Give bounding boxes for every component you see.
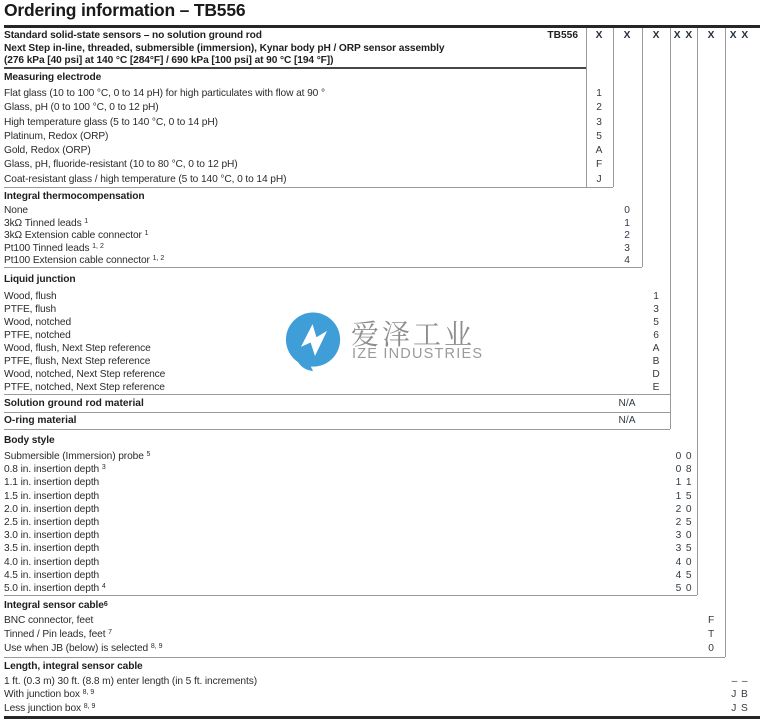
row-label: Tinned / Pin leads, feet $^7$ bbox=[4, 628, 113, 640]
row-code: 2 bbox=[624, 230, 630, 241]
row-label: 3.5 in. insertion depth bbox=[4, 543, 100, 555]
section-header: Body style bbox=[4, 434, 55, 446]
row-code: F bbox=[595, 159, 603, 171]
row-code: 2 5 bbox=[675, 516, 692, 528]
row-code: J bbox=[596, 173, 602, 185]
table-row bbox=[4, 381, 756, 394]
watermark-latin-text: IZE INDUSTRIES bbox=[352, 346, 484, 362]
row-code: 4 0 bbox=[675, 556, 692, 568]
row-label: Wood, notched, Next Step reference bbox=[4, 369, 166, 380]
row-label: 3kΩ Tinned leads $^1$ bbox=[4, 217, 89, 229]
code-placeholder-6: X X bbox=[729, 30, 749, 41]
section-header: Integral thermocompensation bbox=[4, 191, 145, 202]
row-code: 4 bbox=[624, 255, 630, 266]
row-code: 3 0 bbox=[675, 530, 692, 542]
table-row bbox=[4, 490, 756, 503]
table-row bbox=[4, 503, 756, 516]
table-section bbox=[4, 268, 756, 394]
table-row bbox=[4, 582, 756, 595]
table-row bbox=[4, 368, 756, 381]
row-code: 0 8 bbox=[675, 464, 692, 476]
row-label: Use when JB (below) is selected $^{8, 9}$ bbox=[4, 642, 163, 654]
row-code: J S bbox=[731, 702, 748, 714]
section-header: Measuring electrode bbox=[4, 72, 102, 83]
section-header: Liquid junction bbox=[4, 273, 76, 285]
code-placeholder-4: X X bbox=[673, 30, 693, 41]
row-code: J B bbox=[731, 689, 748, 701]
table-row bbox=[4, 303, 756, 316]
row-code: T bbox=[707, 628, 715, 640]
row-label: Glass, pH (0 to 100 °C, 0 to 12 pH) bbox=[4, 102, 159, 114]
row-code: 0 bbox=[708, 642, 714, 654]
code-placeholder-2: X bbox=[623, 30, 631, 41]
desc-line-3: (276 kPa [40 psi] at 140 °C [284°F] / 690 kPa [100 psi] at 90 °C [194 °F]) bbox=[4, 55, 334, 67]
table-row bbox=[4, 642, 756, 656]
table-row bbox=[4, 255, 756, 268]
desc-line-1: Standard solid-state sensors – no solution ground rod bbox=[4, 30, 262, 41]
row-label: Pt100 Tinned leads $^{1, 2}$ bbox=[4, 242, 104, 254]
desc-line-2: Next Step in-line, threaded, submersible (immersion), Kynar body pH / ORP sensor assembly bbox=[4, 42, 445, 54]
section-header: Length, integral sensor cable bbox=[4, 661, 143, 672]
row-code: 3 5 bbox=[675, 543, 692, 555]
row-label: O-ring material bbox=[4, 415, 77, 426]
row-label: 3kΩ Extension cable connector $^1$ bbox=[4, 230, 149, 241]
row-code: 1 bbox=[596, 88, 602, 99]
table-row bbox=[4, 413, 756, 429]
row-label: PTFE, flush, Next Step reference bbox=[4, 356, 151, 367]
row-code: 6 bbox=[653, 330, 659, 341]
row-code: E bbox=[652, 382, 660, 393]
row-code: 3 bbox=[653, 304, 659, 315]
row-label: 2.0 in. insertion depth bbox=[4, 503, 100, 515]
row-code: 0 bbox=[624, 205, 630, 216]
row-label: High temperature glass (5 to 140 °C, 0 to 14 pH) bbox=[4, 116, 218, 128]
row-code: 3 bbox=[624, 242, 630, 254]
row-label: Gold, Redox (ORP) bbox=[4, 145, 91, 157]
row-label: 3.0 in. insertion depth bbox=[4, 530, 100, 542]
row-label: Wood, flush bbox=[4, 291, 57, 302]
row-code: 2 0 bbox=[675, 503, 692, 515]
table-row bbox=[4, 476, 756, 489]
table-section bbox=[4, 395, 756, 412]
section-header: Integral sensor cable 6 bbox=[4, 599, 108, 611]
row-label: Submersible (Immersion) probe $^5$ bbox=[4, 451, 151, 462]
row-code: 5 bbox=[653, 317, 659, 328]
table-section bbox=[4, 188, 756, 268]
row-label: Wood, flush, Next Step reference bbox=[4, 343, 151, 354]
row-label: Coat-resistant glass / high temperature (5 to 140 °C, 0 to 14 pH) bbox=[4, 173, 287, 185]
row-code: N/A bbox=[618, 415, 636, 426]
row-label: BNC connector, feet bbox=[4, 615, 94, 626]
row-label: 4.5 in. insertion depth bbox=[4, 569, 100, 581]
row-label: 0.8 in. insertion depth $^3$ bbox=[4, 464, 106, 476]
table-row bbox=[4, 87, 756, 101]
row-label: Solution ground rod material bbox=[4, 398, 144, 409]
table-row bbox=[4, 101, 756, 115]
table-bottom-border bbox=[4, 716, 760, 719]
table-row bbox=[4, 628, 756, 642]
row-code: 1 1 bbox=[675, 477, 692, 489]
row-label: None bbox=[4, 205, 28, 216]
table-row bbox=[4, 516, 756, 529]
row-code: 5 0 bbox=[675, 582, 692, 594]
row-code: 1 5 bbox=[675, 490, 692, 502]
model-code: TB556 bbox=[547, 30, 578, 41]
row-label: Platinum, Redox (ORP) bbox=[4, 130, 109, 142]
table-row bbox=[4, 342, 756, 355]
page-title: Ordering information – TB556 bbox=[4, 0, 246, 20]
table-row bbox=[4, 230, 756, 243]
row-code: 1 bbox=[653, 291, 659, 302]
table-row bbox=[4, 395, 756, 412]
row-code: 3 bbox=[596, 116, 602, 128]
table-row bbox=[4, 614, 756, 628]
table-row bbox=[4, 329, 756, 342]
table-top-border bbox=[4, 25, 760, 28]
table-section bbox=[4, 430, 756, 595]
code-placeholder-5: X bbox=[707, 30, 715, 41]
row-code: F bbox=[707, 615, 715, 626]
table-row bbox=[4, 116, 756, 130]
row-label: 2.5 in. insertion depth bbox=[4, 516, 100, 528]
row-label: Pt100 Extension cable connector $^{1, 2}$ bbox=[4, 255, 165, 266]
row-label: PTFE, notched bbox=[4, 330, 71, 341]
row-code: D bbox=[652, 369, 660, 380]
row-label: Less junction box $^{8, 9}$ bbox=[4, 702, 96, 714]
row-label: PTFE, flush bbox=[4, 304, 57, 315]
table-row bbox=[4, 205, 756, 218]
watermark-cjk-text: 爱泽工业 bbox=[351, 319, 476, 350]
table-row bbox=[4, 702, 756, 715]
table-row bbox=[4, 243, 756, 256]
table-row bbox=[4, 529, 756, 542]
table-section bbox=[4, 68, 756, 187]
table-row bbox=[4, 675, 756, 688]
code-placeholder-3: X bbox=[652, 30, 660, 41]
row-code: – – bbox=[731, 676, 748, 687]
table-section bbox=[4, 658, 756, 715]
row-label: 1.1 in. insertion depth bbox=[4, 477, 100, 489]
table-row bbox=[4, 688, 756, 701]
table-row bbox=[4, 542, 756, 555]
table-row bbox=[4, 158, 756, 172]
row-code: A bbox=[595, 145, 603, 157]
table-row bbox=[4, 355, 756, 368]
row-label: Wood, notched bbox=[4, 317, 72, 328]
table-row bbox=[4, 556, 756, 569]
table-row bbox=[4, 218, 756, 231]
row-label: PTFE, notched, Next Step reference bbox=[4, 382, 165, 393]
row-code: N/A bbox=[618, 398, 636, 409]
row-label: 4.0 in. insertion depth bbox=[4, 556, 100, 568]
row-code: 4 5 bbox=[675, 569, 692, 581]
row-label: Flat glass (10 to 100 °C, 0 to 14 pH) for high particulates with flow at 90 ° bbox=[4, 88, 325, 99]
table-row bbox=[4, 290, 756, 303]
table-row bbox=[4, 144, 756, 158]
row-label: With junction box $^{8, 9}$ bbox=[4, 689, 95, 701]
row-label: 1.5 in. insertion depth bbox=[4, 490, 100, 502]
table-row bbox=[4, 316, 756, 329]
row-code: 1 bbox=[624, 217, 630, 229]
table-row bbox=[4, 130, 756, 144]
row-code: B bbox=[652, 356, 660, 367]
row-code: 2 bbox=[596, 102, 602, 114]
row-code: 0 0 bbox=[675, 451, 692, 462]
table-row bbox=[4, 569, 756, 582]
code-placeholder-1: X bbox=[595, 30, 603, 41]
table-section bbox=[4, 413, 756, 429]
table-row bbox=[4, 463, 756, 476]
table-row bbox=[4, 173, 756, 187]
row-label: 5.0 in. insertion depth $^4$ bbox=[4, 582, 106, 594]
table-section bbox=[4, 596, 756, 656]
row-label: Glass, pH, fluoride-resistant (10 to 80 °C, 0 to 12 pH) bbox=[4, 159, 238, 171]
table-row bbox=[4, 450, 756, 463]
row-label: 1 ft. (0.3 m) 30 ft. (8.8 m) enter length (in 5 ft. increments) bbox=[4, 676, 258, 687]
row-code: A bbox=[652, 343, 660, 354]
row-code: 5 bbox=[596, 130, 602, 142]
